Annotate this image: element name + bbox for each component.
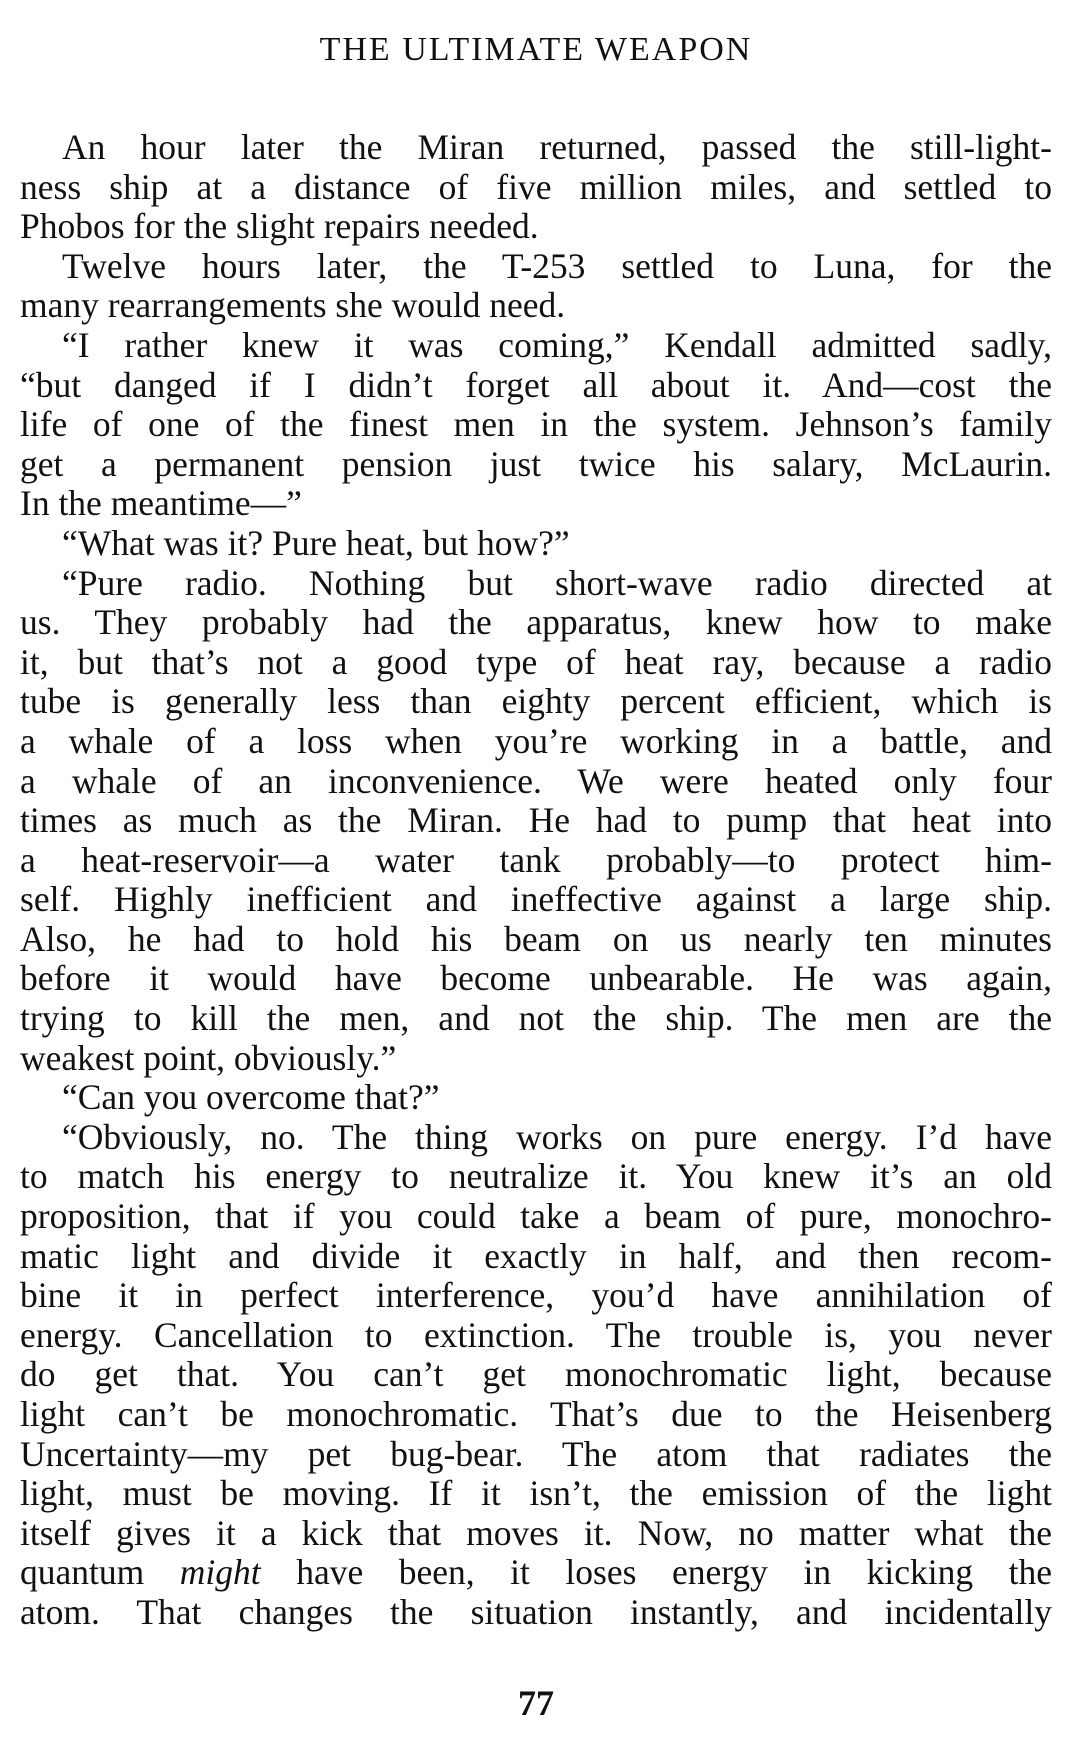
text-line: “Pure radio. Nothing but short-wave radio directed at	[62, 562, 1052, 603]
text-line: “I rather knew it was coming,” Kendall admitted sadly,	[62, 324, 1052, 365]
text-line: “Obviously, no. The thing works on pure energy. I’d have	[62, 1116, 1052, 1157]
text-line: Also, he had to hold his beam on us nearly ten minutes	[20, 918, 1052, 959]
text-line: self. Highly inefficient and ineffective against a large ship.	[20, 879, 1052, 920]
text-line: times as much as the Miran. He had to pump that heat into	[20, 800, 1052, 841]
text-line: itself gives it a kick that moves it. Now, no matter what the	[20, 1512, 1052, 1553]
text-line: light can’t be monochromatic. That’s due to the Heisenberg	[20, 1394, 1052, 1434]
text-line: “What was it? Pure heat, but how?”	[62, 522, 570, 563]
text-line: life of one of the finest men in the system. Jehnson’s family	[20, 404, 1052, 445]
book-page	[20, 0, 1052, 1753]
text-line: a heat-reservoir—a water tank probably—to protect him-	[20, 839, 1052, 880]
text-line: do get that. You can’t get monochromatic light, because	[20, 1354, 1052, 1395]
text-line: it, but that’s not a good type of heat ray, because a radio	[20, 641, 1052, 682]
text-line: An hour later the Miran returned, passed the still-light-	[62, 127, 1052, 167]
page-number: 77	[518, 1683, 554, 1723]
text-line: a whale of an inconvenience. We were heated only four	[20, 760, 1052, 801]
text-line: Twelve hours later, the T-253 settled to Luna, for the	[62, 245, 1052, 286]
text-line: trying to kill the men, and not the ship. The men are the	[20, 998, 1052, 1039]
running-head: THE ULTIMATE WEAPON	[319, 31, 753, 68]
text-line: proposition, that if you could take a beam of pure, monochro-	[20, 1196, 1052, 1237]
text-line: before it would have become unbearable. He was again,	[20, 958, 1052, 999]
text-line: weakest point, obviously.”	[20, 1037, 397, 1078]
text-line: Phobos for the slight repairs needed.	[20, 206, 539, 247]
text-line: atom. That changes the situation instantly, and incidentally	[20, 1591, 1052, 1632]
body-text	[20, 128, 1052, 1633]
text-line: to match his energy to neutralize it. You knew it’s an old	[20, 1156, 1052, 1197]
text-line: Uncertainty—my pet bug-bear. The atom that radiates the	[20, 1433, 1052, 1474]
text-line: “but danged if I didn’t forget all about it. And—cost the	[20, 364, 1052, 405]
text-line: energy. Cancellation to extinction. The trouble is, you never	[20, 1314, 1052, 1355]
text-line: us. They probably had the apparatus, knew how to make	[20, 602, 1052, 643]
text-line: many rearrangements she would need.	[20, 285, 566, 326]
text-line: ness ship at a distance of five million miles, and settled to	[20, 166, 1052, 207]
text-line: “Can you overcome that?”	[62, 1077, 440, 1118]
emphasis: might	[179, 1552, 261, 1593]
text-line: tube is generally less than eighty percent efficient, which is	[20, 681, 1052, 722]
text-line: a whale of a loss when you’re working in a battle, and	[20, 720, 1052, 761]
text-line: In the meantime—”	[20, 483, 302, 524]
text-line: matic light and divide it exactly in half, and then recom-	[20, 1235, 1052, 1276]
text-line: quantum might have been, it loses energy in kicking the	[20, 1552, 1052, 1593]
text-line: bine it in perfect interference, you’d have annihilation of	[20, 1275, 1052, 1316]
text-line: light, must be moving. If it isn’t, the emission of the light	[20, 1473, 1052, 1514]
text-line: get a permanent pension just twice his salary, McLaurin.	[20, 443, 1052, 484]
